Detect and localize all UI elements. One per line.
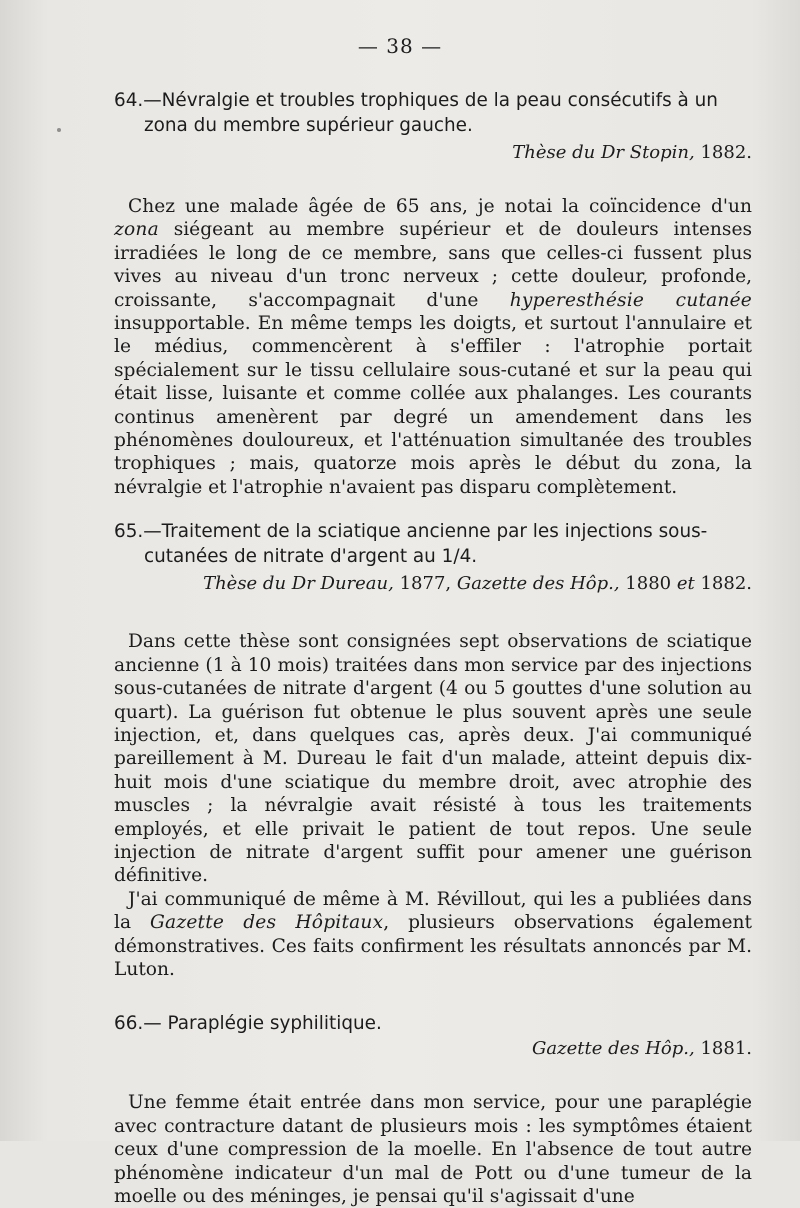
citation-year: 1881. [694, 1038, 752, 1060]
section-64 [114, 88, 752, 499]
citation-source: Thèse du Dr Stopin, [512, 142, 695, 163]
section-heading: 66.— Paraplégie syphilitique. [114, 1013, 382, 1035]
paper-speck [57, 128, 61, 132]
page-number: — 38 — [357, 34, 443, 58]
citation-year: 1882. [694, 142, 752, 163]
section-paragraph [114, 195, 752, 499]
section-paragraph: Une femme était entrée dans mon service, pour une paraplégie avec contracture datant de plusieurs mois : les symptômes étaient ceux d'une compression de la moelle. En l'absence de tout autre phénomène indicateur d'un mal de Pott ou d'une tumeur de la moelle ou des méninges, je pensai qu'il s'agissait d'une [114, 1092, 752, 1207]
section-citation [114, 1036, 752, 1061]
italic-term: hyperesthésie cutanée [509, 289, 752, 311]
text-run: insupportable. En même temps les doigts, et surtout l'annulaire et le médius, commencèrent à s'effiler : l'atrophie portait spécialement sur le tissu cellulaire sous-cutané et sur la peau qui était lisse, luisante et comme collée aux phalanges. Les courants continus amenèrent par degré un amendement dans les phénomènes douloureux, et l'atténuation simultanée des troubles trophiques ; mais, quatorze mois après le début du zona, la névralgie et l'atrophie n'avaient pas disparu complètement. [114, 313, 752, 498]
text-run: , plusieurs observations également démonstratives. Ces faits confirment les résultats annoncés par M. Luton. [114, 912, 753, 980]
section-heading: 64.—Névralgie et troubles trophiques de la peau consécutifs à un zona du membre supérieur gauche. [114, 90, 718, 136]
citation-source: Thèse du Dr Dureau, [203, 573, 394, 595]
citation-journal: Gazette des Hôp., [456, 573, 620, 595]
text-run: siégeant au membre supérieur et de douleurs intenses irradiées le long de ce membre, sans que celles-ci fussent plus vives au niveau d'un tronc nerveux ; cette douleur, profonde, croissante, s'accompagnait d'une [114, 219, 752, 311]
page-content [114, 88, 752, 1208]
italic-term: zona [114, 219, 159, 241]
citation-year: 1877, [393, 573, 457, 595]
section-paragraph: Dans cette thèse sont consignées sept observations de sciatique ancienne (1 à 10 mois) traitées dans mon service par des injections sous-cutanées de nitrate d'argent (4 ou 5 gouttes d'une solution au quart). La guérison fut obtenue le plus souvent après une seule injection, et, dans quelques cas, après deux. J'ai communiqué pareillement à M. Dureau le fait d'un malade, atteint depuis dix-huit mois d'une sciatique du membre droit, avec atrophie des muscles ; la névralgie avait résisté à tous les traitements employés, et elle privait le patient de tout repos. Une seule injection de nitrate d'argent suffit pour amener une guérison définitive. [114, 631, 752, 887]
section-citation [114, 571, 752, 596]
section-heading: 65.—Traitement de la sciatique ancienne par les injections sous-cutanées de nitrate d'argent au 1/4. [114, 521, 708, 568]
section-65 [114, 519, 752, 981]
text-run: J'ai communiqué de même à M. Révillout, qui les a publiées dans la [114, 888, 752, 934]
citation-conjunction: et [676, 573, 695, 595]
section-66 [114, 1011, 752, 1208]
citation-journal: Gazette des Hôp., [532, 1038, 695, 1060]
citation-year: 1882. [694, 573, 752, 595]
text-run: Chez une malade âgée de 65 ans, je notai la coïncidence d'un [128, 196, 752, 217]
section-paragraph [114, 888, 752, 982]
italic-term: Gazette des Hôpitaux [149, 912, 384, 934]
section-citation [114, 140, 752, 165]
citation-year: 1880 [619, 573, 677, 595]
